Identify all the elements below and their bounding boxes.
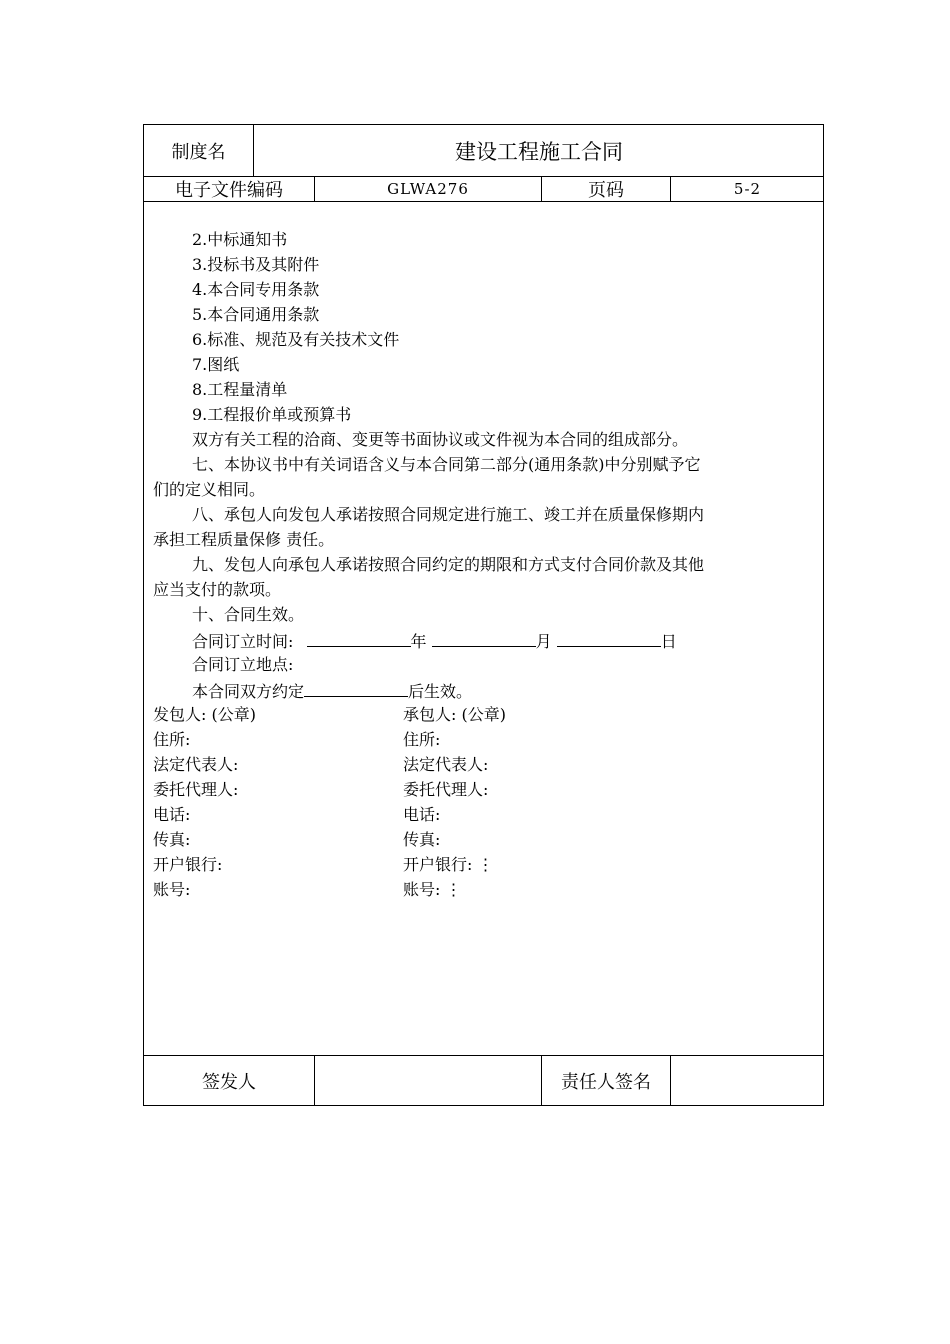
- effective-line: [192, 680, 472, 702]
- list-item: 7.图纸: [192, 355, 240, 374]
- sign-time-label: 合同订立时间:: [192, 632, 294, 651]
- month-label: 月: [535, 632, 552, 651]
- employer-legal-rep: 法定代表人:: [153, 755, 239, 774]
- page-label: 页码: [588, 180, 624, 201]
- paragraph-8-line-2: 承担工程质量保修 责任。: [153, 530, 335, 549]
- policy-name-label: 制度名: [171, 141, 226, 163]
- day-label: 日: [660, 632, 677, 651]
- contractor-legal-rep: 法定代表人:: [403, 755, 489, 774]
- employer-phone: 电话:: [153, 805, 191, 824]
- employer-fax: 传真:: [153, 830, 191, 849]
- employer-agent: 委托代理人:: [153, 780, 239, 799]
- effective-suffix: 后生效。: [408, 682, 473, 701]
- contractor-address: 住所:: [403, 730, 441, 749]
- month-blank[interactable]: [432, 630, 536, 647]
- employer-seal: 发包人: (公章): [153, 705, 256, 724]
- employer-account: 账号:: [153, 880, 191, 899]
- contractor-fax: 传真:: [403, 830, 441, 849]
- page-value: 5-2: [733, 180, 762, 198]
- sign-time-line: [192, 630, 677, 652]
- document-title: 建设工程施工合同: [455, 139, 623, 164]
- contractor-account: 账号: ⋮: [403, 880, 462, 899]
- list-item: 5.本合同通用条款: [192, 305, 320, 324]
- effective-blank[interactable]: [304, 680, 408, 697]
- list-item: 3.投标书及其附件: [192, 255, 320, 274]
- year-blank[interactable]: [307, 630, 411, 647]
- paragraph-9-line-2: 应当支付的款项。: [153, 580, 282, 599]
- paragraph-both-parties: 双方有关工程的洽商、变更等书面协议或文件视为本合同的组成部分。: [192, 430, 689, 449]
- sign-place-label: 合同订立地点:: [192, 655, 294, 674]
- contractor-phone: 电话:: [403, 805, 441, 824]
- list-item: 4.本合同专用条款: [192, 280, 320, 299]
- contractor-seal: 承包人: (公章): [403, 705, 506, 724]
- employer-bank: 开户银行:: [153, 855, 223, 874]
- employer-address: 住所:: [153, 730, 191, 749]
- paragraph-10: 十、合同生效。: [192, 605, 305, 624]
- list-item: 8.工程量清单: [192, 380, 288, 399]
- contractor-agent: 委托代理人:: [403, 780, 489, 799]
- paragraph-7-line-1: 七、本协议书中有关词语含义与本合同第二部分(通用条款)中分别赋予它: [192, 455, 701, 474]
- list-item: 6.标准、规范及有关技术文件: [192, 330, 400, 349]
- list-item: 9.工程报价单或预算书: [192, 405, 352, 424]
- issuer-label: 签发人: [202, 1071, 256, 1093]
- list-item: 2.中标通知书: [192, 230, 288, 249]
- issuer-signature-field[interactable]: [315, 1056, 541, 1105]
- file-code-label: 电子文件编码: [175, 180, 283, 201]
- responsible-label: 责任人签名: [561, 1071, 651, 1093]
- paragraph-8-line-1: 八、承包人向发包人承诺按照合同规定进行施工、竣工并在质量保修期内: [192, 505, 705, 524]
- contractor-bank: 开户银行: ⋮: [403, 855, 494, 874]
- day-blank[interactable]: [557, 630, 661, 647]
- paragraph-9-line-1: 九、发包人向承包人承诺按照合同约定的期限和方式支付合同价款及其他: [192, 555, 705, 574]
- file-code-value: GLWA276: [387, 180, 469, 198]
- year-label: 年: [410, 632, 427, 651]
- responsible-signature-field[interactable]: [671, 1056, 824, 1105]
- paragraph-7-line-2: 们的定义相同。: [153, 480, 266, 499]
- effective-prefix: 本合同双方约定: [192, 682, 305, 701]
